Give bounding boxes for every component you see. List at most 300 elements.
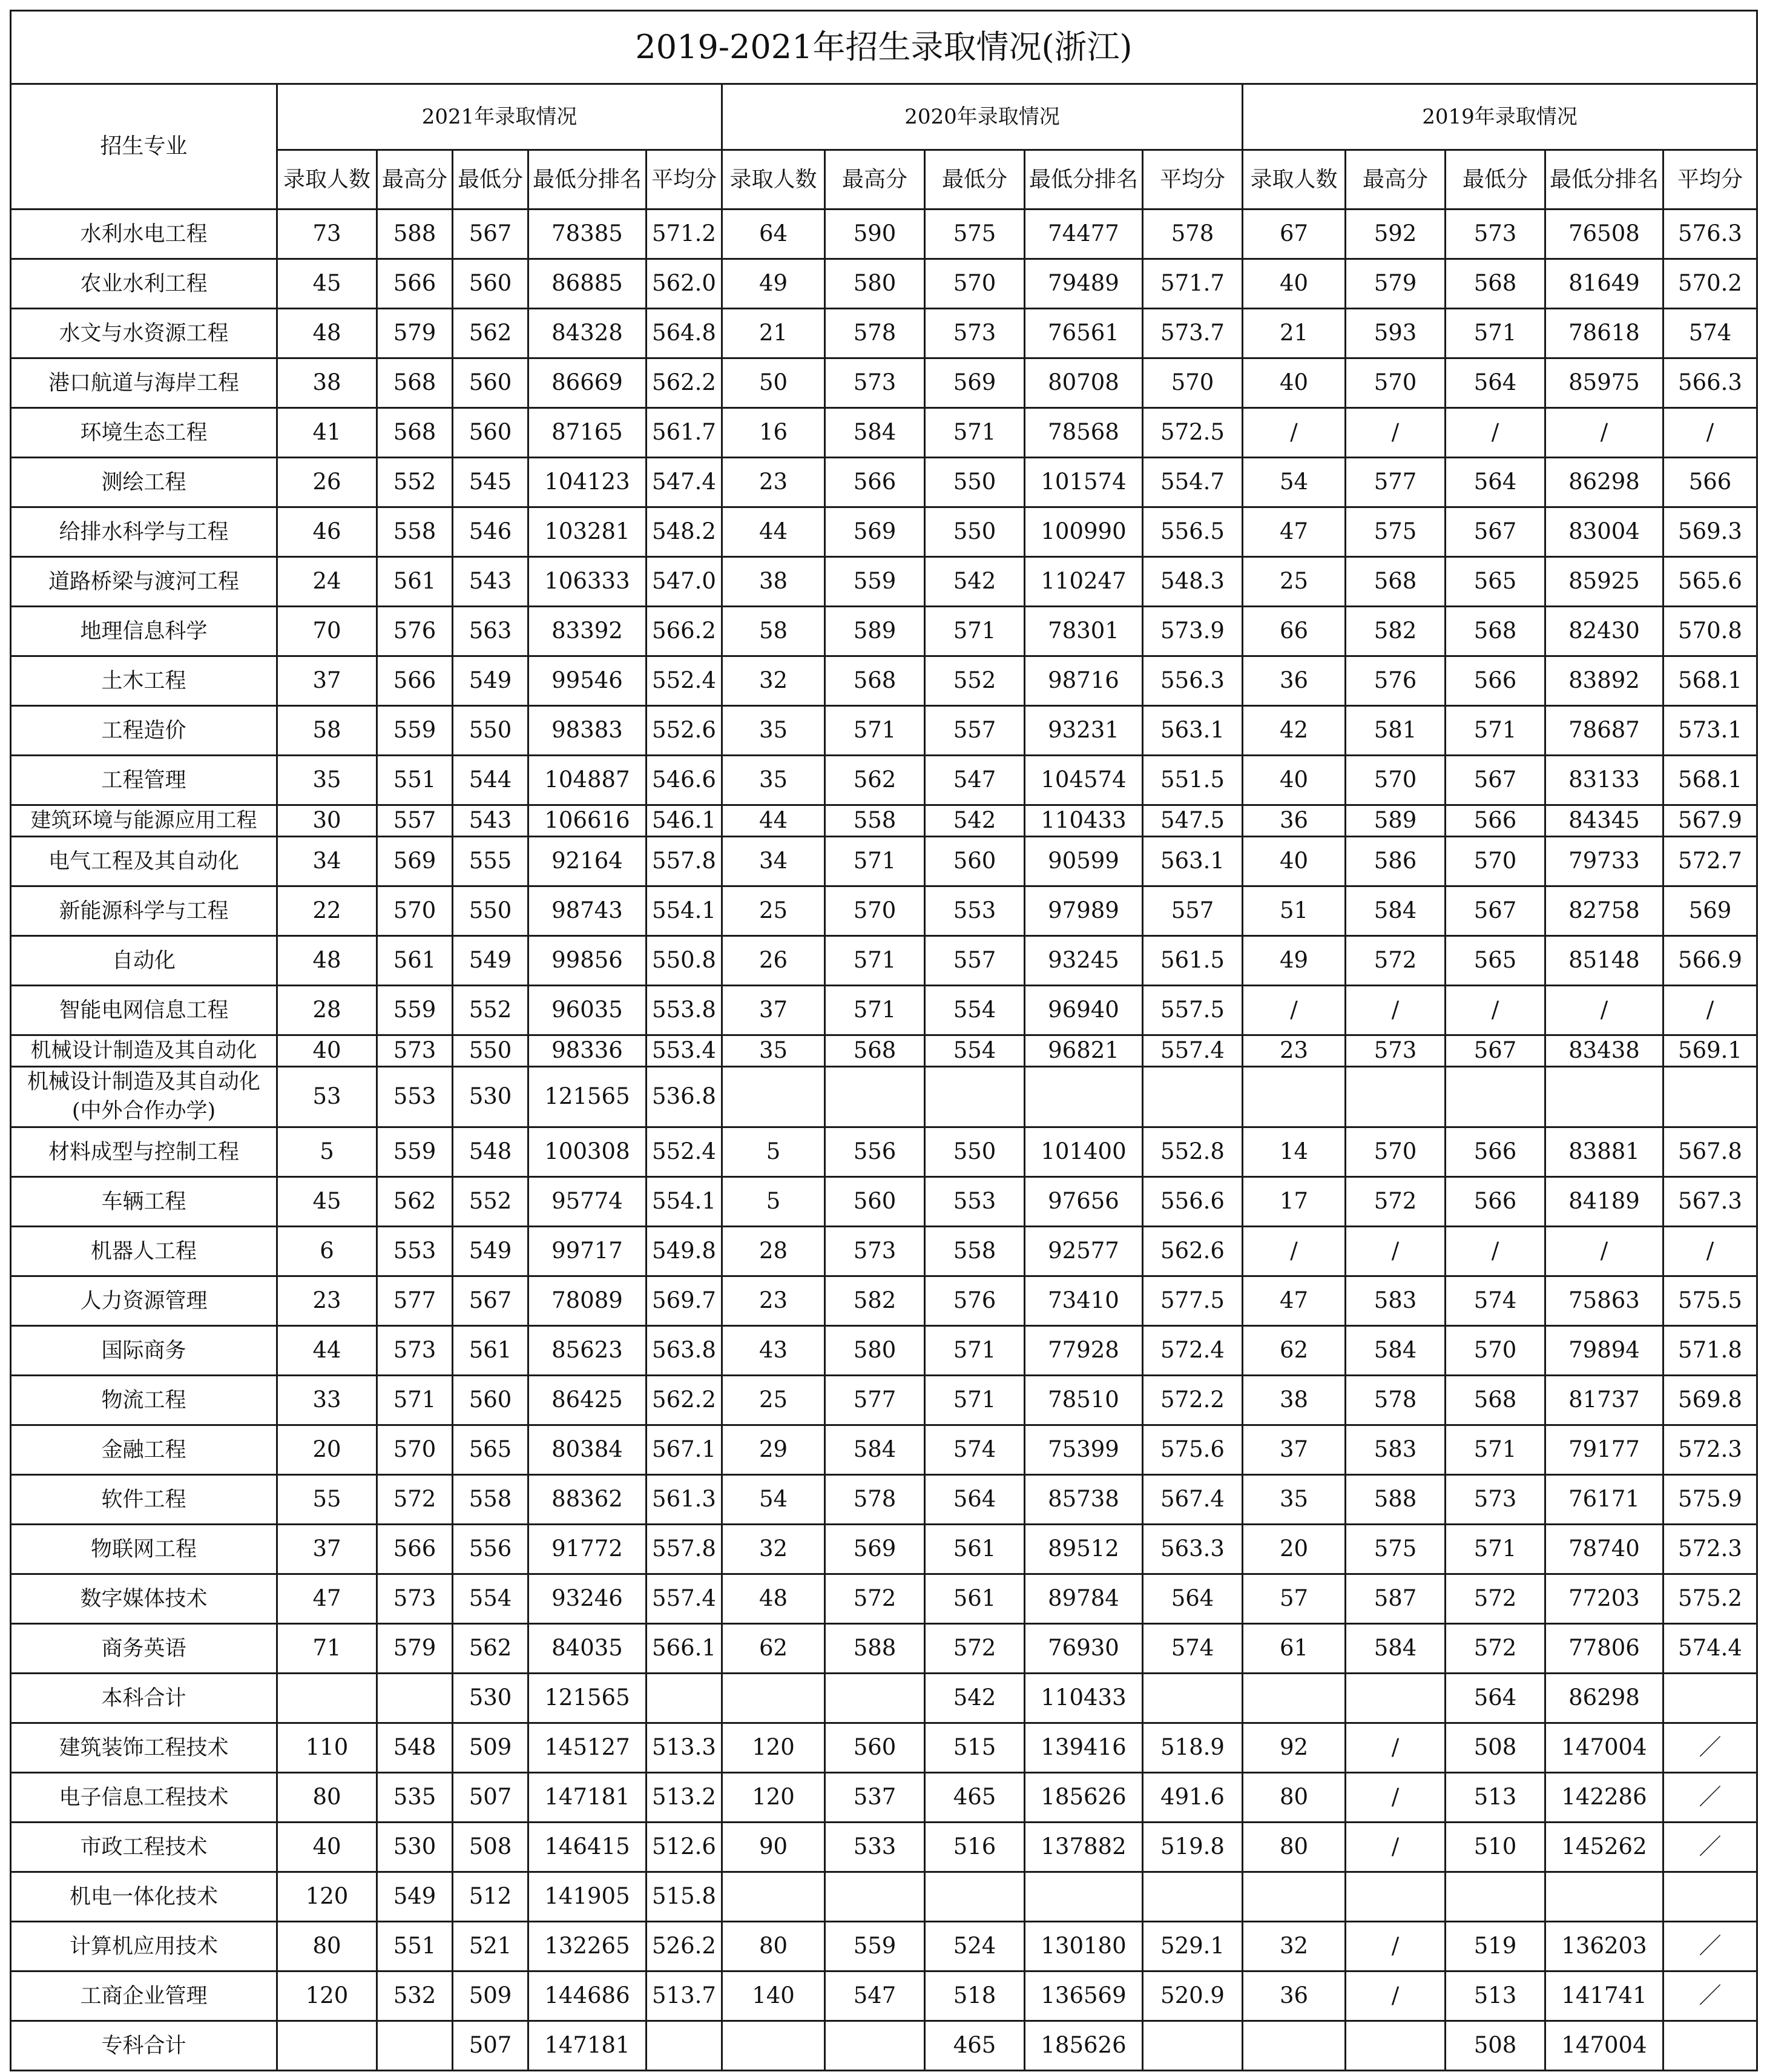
cell-2021-average: 550.8 [647,936,722,986]
cell-2021-average: 557.8 [647,837,722,886]
cell-2021-average: 552.6 [647,706,722,756]
cell-2020-highest: 559 [825,557,925,607]
cell-2020-average: 518.9 [1143,1723,1243,1773]
major-name: 自动化 [11,936,277,986]
cell-2020-average: 573.7 [1143,309,1243,358]
table-row [11,2021,1757,2071]
major-name: 工程造价 [11,706,277,756]
cell-2021-lowest-rank: 104123 [528,458,647,507]
cell-2019-admitted: 66 [1243,607,1346,656]
col-header-2020-average: 平均分 [1143,150,1243,210]
major-name: 给排水科学与工程 [11,507,277,557]
cell-2021-lowest-rank: 98383 [528,706,647,756]
table-row [11,1773,1757,1823]
cell-2021-admitted: 45 [277,1177,377,1227]
cell-2021-lowest: 563 [453,607,528,656]
cell-2020-highest: 537 [825,1773,925,1823]
cell-2020-lowest: 574 [925,1425,1025,1475]
cell-2019-lowest-rank: 85148 [1545,936,1663,986]
cell-2020-admitted: 38 [722,557,825,607]
cell-2019-highest: / [1346,986,1446,1035]
cell-2019-admitted: 40 [1243,259,1346,309]
cell-2019-highest: 592 [1346,210,1446,259]
cell-2020-average: 556.6 [1143,1177,1243,1227]
cell-2021-lowest: 565 [453,1425,528,1475]
cell-2021-average: 561.3 [647,1475,722,1525]
cell-2021-average: 536.8 [647,1067,722,1127]
cell-2021-admitted: 37 [277,656,377,706]
cell-2021-highest: 579 [377,309,453,358]
cell-2019-lowest-rank: 147004 [1545,2021,1663,2071]
cell-2019-admitted [1243,2021,1346,2071]
cell-2020-highest: 578 [825,309,925,358]
cell-2019-highest: 579 [1346,259,1446,309]
cell-2019-lowest-rank: 81737 [1545,1376,1663,1425]
cell-2019-lowest-rank: 79733 [1545,837,1663,886]
cell-2021-lowest-rank: 99717 [528,1227,647,1276]
cell-2021-admitted: 70 [277,607,377,656]
cell-2020-admitted: 48 [722,1574,825,1624]
cell-2020-lowest-rank: 130180 [1025,1922,1143,1971]
col-header-2019-average: 平均分 [1663,150,1757,210]
cell-2020-lowest: 554 [925,1035,1025,1067]
cell-2020-lowest: 561 [925,1525,1025,1574]
cell-2020-lowest-rank: 90599 [1025,837,1143,886]
cell-2019-lowest-rank: 86298 [1545,1674,1663,1723]
cell-2021-highest: 530 [377,1823,453,1872]
col-header-2021-highest: 最高分 [377,150,453,210]
cell-2021-highest: 557 [377,805,453,837]
cell-2021-lowest-rank: 78385 [528,210,647,259]
cell-2021-lowest: 530 [453,1674,528,1723]
cell-2020-lowest: 553 [925,1177,1025,1227]
major-name: 新能源科学与工程 [11,886,277,936]
cell-2019-lowest: 508 [1446,2021,1545,2071]
major-name: 土木工程 [11,656,277,706]
cell-2020-average: 563.1 [1143,837,1243,886]
cell-2019-highest: / [1346,1227,1446,1276]
cell-2021-highest: 573 [377,1326,453,1376]
cell-2019-highest: / [1346,1773,1446,1823]
col-header-2019-lowest: 最低分 [1446,150,1545,210]
cell-2019-lowest: 573 [1446,210,1545,259]
cell-2021-admitted: 34 [277,837,377,886]
cell-2019-average: 567.3 [1663,1177,1757,1227]
cell-2021-highest [377,2021,453,2071]
cell-2021-lowest-rank: 132265 [528,1922,647,1971]
cell-2019-highest: / [1346,1922,1446,1971]
cell-2021-lowest-rank: 106333 [528,557,647,607]
cell-2020-lowest-rank: 110247 [1025,557,1143,607]
cell-2020-highest: 533 [825,1823,925,1872]
cell-2019-average: 567.9 [1663,805,1757,837]
table-row [11,210,1757,259]
cell-2020-admitted [722,1872,825,1922]
cell-2019-admitted: 80 [1243,1823,1346,1872]
col-header-2020-lowest: 最低分 [925,150,1025,210]
cell-2021-lowest-rank: 121565 [528,1674,647,1723]
major-name: 机电一体化技术 [11,1872,277,1922]
cell-2021-average: 567.1 [647,1425,722,1475]
cell-2020-average: 573.9 [1143,607,1243,656]
cell-2021-lowest-rank: 141905 [528,1872,647,1922]
cell-2021-average: 515.8 [647,1872,722,1922]
cell-2021-lowest-rank: 96035 [528,986,647,1035]
cell-2021-average: 562.0 [647,259,722,309]
cell-2021-lowest-rank: 91772 [528,1525,647,1574]
cell-2021-highest: 572 [377,1475,453,1525]
cell-2020-highest: 571 [825,986,925,1035]
cell-2021-highest: 573 [377,1035,453,1067]
cell-2020-highest: 584 [825,408,925,458]
table-row [11,1823,1757,1872]
cell-2019-admitted: 20 [1243,1525,1346,1574]
cell-2021-lowest: 560 [453,1376,528,1425]
cell-2020-lowest-rank: 136569 [1025,1971,1143,2021]
cell-2019-average: 569.1 [1663,1035,1757,1067]
cell-2021-highest: 588 [377,210,453,259]
cell-2019-lowest-rank: 142286 [1545,1773,1663,1823]
table-row [11,756,1757,805]
cell-2021-lowest: 546 [453,507,528,557]
cell-2019-average: 569.3 [1663,507,1757,557]
cell-2019-lowest: 513 [1446,1971,1545,2021]
cell-2020-average [1143,1674,1243,1723]
cell-2021-lowest: 543 [453,557,528,607]
cell-2021-lowest-rank: 147181 [528,1773,647,1823]
cell-2019-lowest: 566 [1446,805,1545,837]
table-row [11,886,1757,936]
cell-2020-average: 571.7 [1143,259,1243,309]
table-row [11,1872,1757,1922]
cell-2020-lowest-rank: 92577 [1025,1227,1143,1276]
cell-2021-lowest: 508 [453,1823,528,1872]
cell-2019-highest: 584 [1346,886,1446,936]
cell-2019-lowest-rank: 86298 [1545,458,1663,507]
cell-2021-highest: 559 [377,986,453,1035]
cell-2019-lowest-rank: 136203 [1545,1922,1663,1971]
cell-2020-lowest-rank: 79489 [1025,259,1143,309]
cell-2020-average: 520.9 [1143,1971,1243,2021]
cell-2019-lowest: 568 [1446,607,1545,656]
cell-2019-lowest: 508 [1446,1723,1545,1773]
cell-2019-lowest: 572 [1446,1624,1545,1674]
cell-2021-lowest-rank: 86669 [528,358,647,408]
cell-2019-lowest-rank: 78740 [1545,1525,1663,1574]
cell-2020-average: 567.4 [1143,1475,1243,1525]
cell-2020-highest: 569 [825,507,925,557]
cell-2019-admitted: 36 [1243,805,1346,837]
cell-2019-lowest-rank: 147004 [1545,1723,1663,1773]
cell-2020-admitted: 5 [722,1177,825,1227]
cell-2019-average: 569 [1663,886,1757,936]
cell-2020-lowest: 550 [925,507,1025,557]
cell-2021-average: 554.1 [647,886,722,936]
cell-2019-lowest: 571 [1446,706,1545,756]
cell-2019-lowest: 574 [1446,1276,1545,1326]
cell-2019-average: 568.1 [1663,756,1757,805]
cell-2020-admitted: 5 [722,1127,825,1177]
cell-2020-lowest-rank: 101574 [1025,458,1143,507]
cell-2021-lowest-rank: 121565 [528,1067,647,1127]
cell-2021-lowest: 549 [453,936,528,986]
cell-2021-lowest: 543 [453,805,528,837]
cell-2019-lowest-rank: 76171 [1545,1475,1663,1525]
major-name: 工程管理 [11,756,277,805]
table-row [11,706,1757,756]
cell-2021-highest: 561 [377,936,453,986]
cell-2019-lowest: 570 [1446,837,1545,886]
cell-2019-average [1663,1674,1757,1723]
cell-2020-lowest: 542 [925,805,1025,837]
cell-2020-lowest-rank: 76930 [1025,1624,1143,1674]
cell-2020-average [1143,1872,1243,1922]
cell-2019-average: 576.3 [1663,210,1757,259]
cell-2020-lowest: 553 [925,886,1025,936]
cell-2021-admitted: 40 [277,1823,377,1872]
cell-2019-admitted: 32 [1243,1922,1346,1971]
cell-2021-admitted: 120 [277,1872,377,1922]
year-header-2020: 2020年录取情况 [722,84,1243,150]
cell-2019-lowest-rank: 78618 [1545,309,1663,358]
cell-2019-highest: 588 [1346,1475,1446,1525]
cell-2020-lowest-rank: 97989 [1025,886,1143,936]
cell-2019-lowest-rank: / [1545,986,1663,1035]
cell-2019-average: 572.3 [1663,1525,1757,1574]
cell-2020-lowest: 571 [925,408,1025,458]
cell-2020-highest: 588 [825,1624,925,1674]
cell-2019-highest [1346,1674,1446,1723]
cell-2020-average: 563.1 [1143,706,1243,756]
cell-2019-lowest: 564 [1446,1674,1545,1723]
cell-2021-highest: 532 [377,1971,453,2021]
cell-2021-highest: 573 [377,1574,453,1624]
cell-2021-lowest: 561 [453,1326,528,1376]
cell-2020-admitted: 21 [722,309,825,358]
table-row [11,1067,1757,1127]
cell-2021-lowest: 560 [453,358,528,408]
cell-2020-highest: 568 [825,656,925,706]
table-row [11,607,1757,656]
cell-2020-admitted: 35 [722,756,825,805]
cell-2021-lowest: 549 [453,656,528,706]
major-name: 人力资源管理 [11,1276,277,1326]
cell-2020-average [1143,1067,1243,1127]
cell-2019-lowest-rank: 84345 [1545,805,1663,837]
cell-2021-admitted [277,2021,377,2071]
cell-2020-lowest-rank: 185626 [1025,1773,1143,1823]
cell-2020-highest: 571 [825,837,925,886]
cell-2019-average: 574.4 [1663,1624,1757,1674]
table-row [11,458,1757,507]
sheet-title: 2019-2021年招生录取情况(浙江) [11,11,1757,84]
cell-2019-admitted: 40 [1243,358,1346,408]
cell-2019-highest: 583 [1346,1276,1446,1326]
major-name: 物联网工程 [11,1525,277,1574]
cell-2020-lowest: 561 [925,1574,1025,1624]
table-row [11,1574,1757,1624]
cell-2020-average: 562.6 [1143,1227,1243,1276]
cell-2020-admitted: 43 [722,1326,825,1376]
cell-2020-lowest: 571 [925,607,1025,656]
cell-2019-lowest-rank: 79177 [1545,1425,1663,1475]
cell-2020-admitted: 29 [722,1425,825,1475]
cell-2020-lowest-rank: 75399 [1025,1425,1143,1475]
cell-2021-lowest: 558 [453,1475,528,1525]
cell-2019-lowest: 566 [1446,1127,1545,1177]
cell-2021-highest: 552 [377,458,453,507]
cell-2020-average: 557.5 [1143,986,1243,1035]
cell-2021-lowest: 548 [453,1127,528,1177]
cell-2020-admitted: 26 [722,936,825,986]
col-header-2020-highest: 最高分 [825,150,925,210]
cell-2019-lowest: 568 [1446,259,1545,309]
table-row [11,1035,1757,1067]
cell-2021-admitted: 46 [277,507,377,557]
cell-2019-average: ／ [1663,1773,1757,1823]
cell-2021-lowest-rank: 145127 [528,1723,647,1773]
col-header-2019-highest: 最高分 [1346,150,1446,210]
cell-2020-highest: 571 [825,706,925,756]
cell-2020-average: 551.5 [1143,756,1243,805]
cell-2020-lowest-rank: 98716 [1025,656,1143,706]
cell-2020-highest [825,1872,925,1922]
cell-2019-average: 569.8 [1663,1376,1757,1425]
cell-2020-highest: 578 [825,1475,925,1525]
cell-2021-lowest-rank: 83392 [528,607,647,656]
major-name: 专科合计 [11,2021,277,2071]
cell-2021-lowest: 552 [453,1177,528,1227]
major-name: 数字媒体技术 [11,1574,277,1624]
cell-2020-lowest-rank: 76561 [1025,309,1143,358]
cell-2020-highest: 560 [825,1177,925,1227]
cell-2019-highest: / [1346,408,1446,458]
cell-2021-average: 569.7 [647,1276,722,1326]
cell-2021-highest: 562 [377,1177,453,1227]
cell-2019-lowest-rank: / [1545,1227,1663,1276]
cell-2021-average: 526.2 [647,1922,722,1971]
cell-2020-average: 578 [1143,210,1243,259]
cell-2021-lowest-rank: 84035 [528,1624,647,1674]
cell-2020-admitted: 90 [722,1823,825,1872]
cell-2021-average: 512.6 [647,1823,722,1872]
cell-2020-admitted: 140 [722,1971,825,2021]
cell-2020-highest: 559 [825,1922,925,1971]
cell-2019-highest: 584 [1346,1624,1446,1674]
major-name: 电子信息工程技术 [11,1773,277,1823]
cell-2021-admitted: 37 [277,1525,377,1574]
cell-2019-lowest-rank: / [1545,408,1663,458]
cell-2021-average: 554.1 [647,1177,722,1227]
cell-2021-average: 546.6 [647,756,722,805]
cell-2020-lowest-rank: 110433 [1025,805,1143,837]
cell-2019-average: ／ [1663,1922,1757,1971]
cell-2019-admitted: 21 [1243,309,1346,358]
cell-2019-admitted: 37 [1243,1425,1346,1475]
cell-2021-lowest-rank: 80384 [528,1425,647,1475]
cell-2021-highest: 551 [377,1922,453,1971]
cell-2020-highest: 580 [825,259,925,309]
cell-2019-highest: 589 [1346,805,1446,837]
cell-2019-lowest: / [1446,408,1545,458]
cell-2020-admitted: 16 [722,408,825,458]
cell-2020-lowest-rank: 100990 [1025,507,1143,557]
cell-2020-highest: 560 [825,1723,925,1773]
cell-2021-admitted: 80 [277,1773,377,1823]
cell-2020-lowest: 465 [925,1773,1025,1823]
cell-2021-admitted: 5 [277,1127,377,1177]
cell-2021-admitted: 45 [277,259,377,309]
cell-2021-average: 566.1 [647,1624,722,1674]
cell-2019-admitted: 40 [1243,837,1346,886]
cell-2020-highest: 589 [825,607,925,656]
col-header-2021-admitted: 录取人数 [277,150,377,210]
cell-2020-average: 577.5 [1143,1276,1243,1326]
cell-2021-lowest: 550 [453,1035,528,1067]
cell-2020-average: 519.8 [1143,1823,1243,1872]
col-header-2021-lowest: 最低分 [453,150,528,210]
cell-2020-average: 554.7 [1143,458,1243,507]
cell-2021-average: 553.4 [647,1035,722,1067]
cell-2020-highest: 573 [825,1227,925,1276]
table-row [11,986,1757,1035]
cell-2021-lowest-rank: 99546 [528,656,647,706]
cell-2019-average: ／ [1663,1723,1757,1773]
cell-2019-admitted: 14 [1243,1127,1346,1177]
cell-2019-average: 575.5 [1663,1276,1757,1326]
cell-2019-lowest: 567 [1446,1035,1545,1067]
cell-2019-lowest: 568 [1446,1376,1545,1425]
cell-2020-admitted: 58 [722,607,825,656]
cell-2019-admitted: 36 [1243,656,1346,706]
table-row [11,309,1757,358]
cell-2020-highest: 590 [825,210,925,259]
cell-2019-highest: 578 [1346,1376,1446,1425]
year-header-2019: 2019年录取情况 [1243,84,1757,150]
cell-2021-lowest: 550 [453,886,528,936]
cell-2021-lowest: 507 [453,2021,528,2071]
cell-2021-admitted: 23 [277,1276,377,1326]
cell-2020-average: 570 [1143,358,1243,408]
cell-2019-admitted [1243,1067,1346,1127]
cell-2021-lowest: 549 [453,1227,528,1276]
cell-2019-lowest: 567 [1446,886,1545,936]
cell-2019-lowest-rank: 83133 [1545,756,1663,805]
cell-2020-admitted: 32 [722,656,825,706]
col-header-2020-lowest-rank: 最低分排名 [1025,150,1143,210]
cell-2019-average: 572.3 [1663,1425,1757,1475]
major-name: 智能电网信息工程 [11,986,277,1035]
major-name: 国际商务 [11,1326,277,1376]
year-header-row [11,84,1757,150]
cell-2019-admitted: 49 [1243,936,1346,986]
cell-2019-highest: 581 [1346,706,1446,756]
cell-2020-highest: 571 [825,936,925,986]
cell-2021-lowest-rank: 144686 [528,1971,647,2021]
cell-2019-lowest-rank: 75863 [1545,1276,1663,1326]
cell-2019-average: 571.8 [1663,1326,1757,1376]
cell-2020-average: 563.3 [1143,1525,1243,1574]
cell-2021-lowest-rank: 98743 [528,886,647,936]
table-row [11,805,1757,837]
cell-2019-average [1663,1067,1757,1127]
cell-2019-lowest: 566 [1446,656,1545,706]
cell-2019-admitted: 92 [1243,1723,1346,1773]
major-name: 计算机应用技术 [11,1922,277,1971]
major-name: 软件工程 [11,1475,277,1525]
cell-2019-admitted: 67 [1243,210,1346,259]
cell-2021-lowest-rank: 104887 [528,756,647,805]
